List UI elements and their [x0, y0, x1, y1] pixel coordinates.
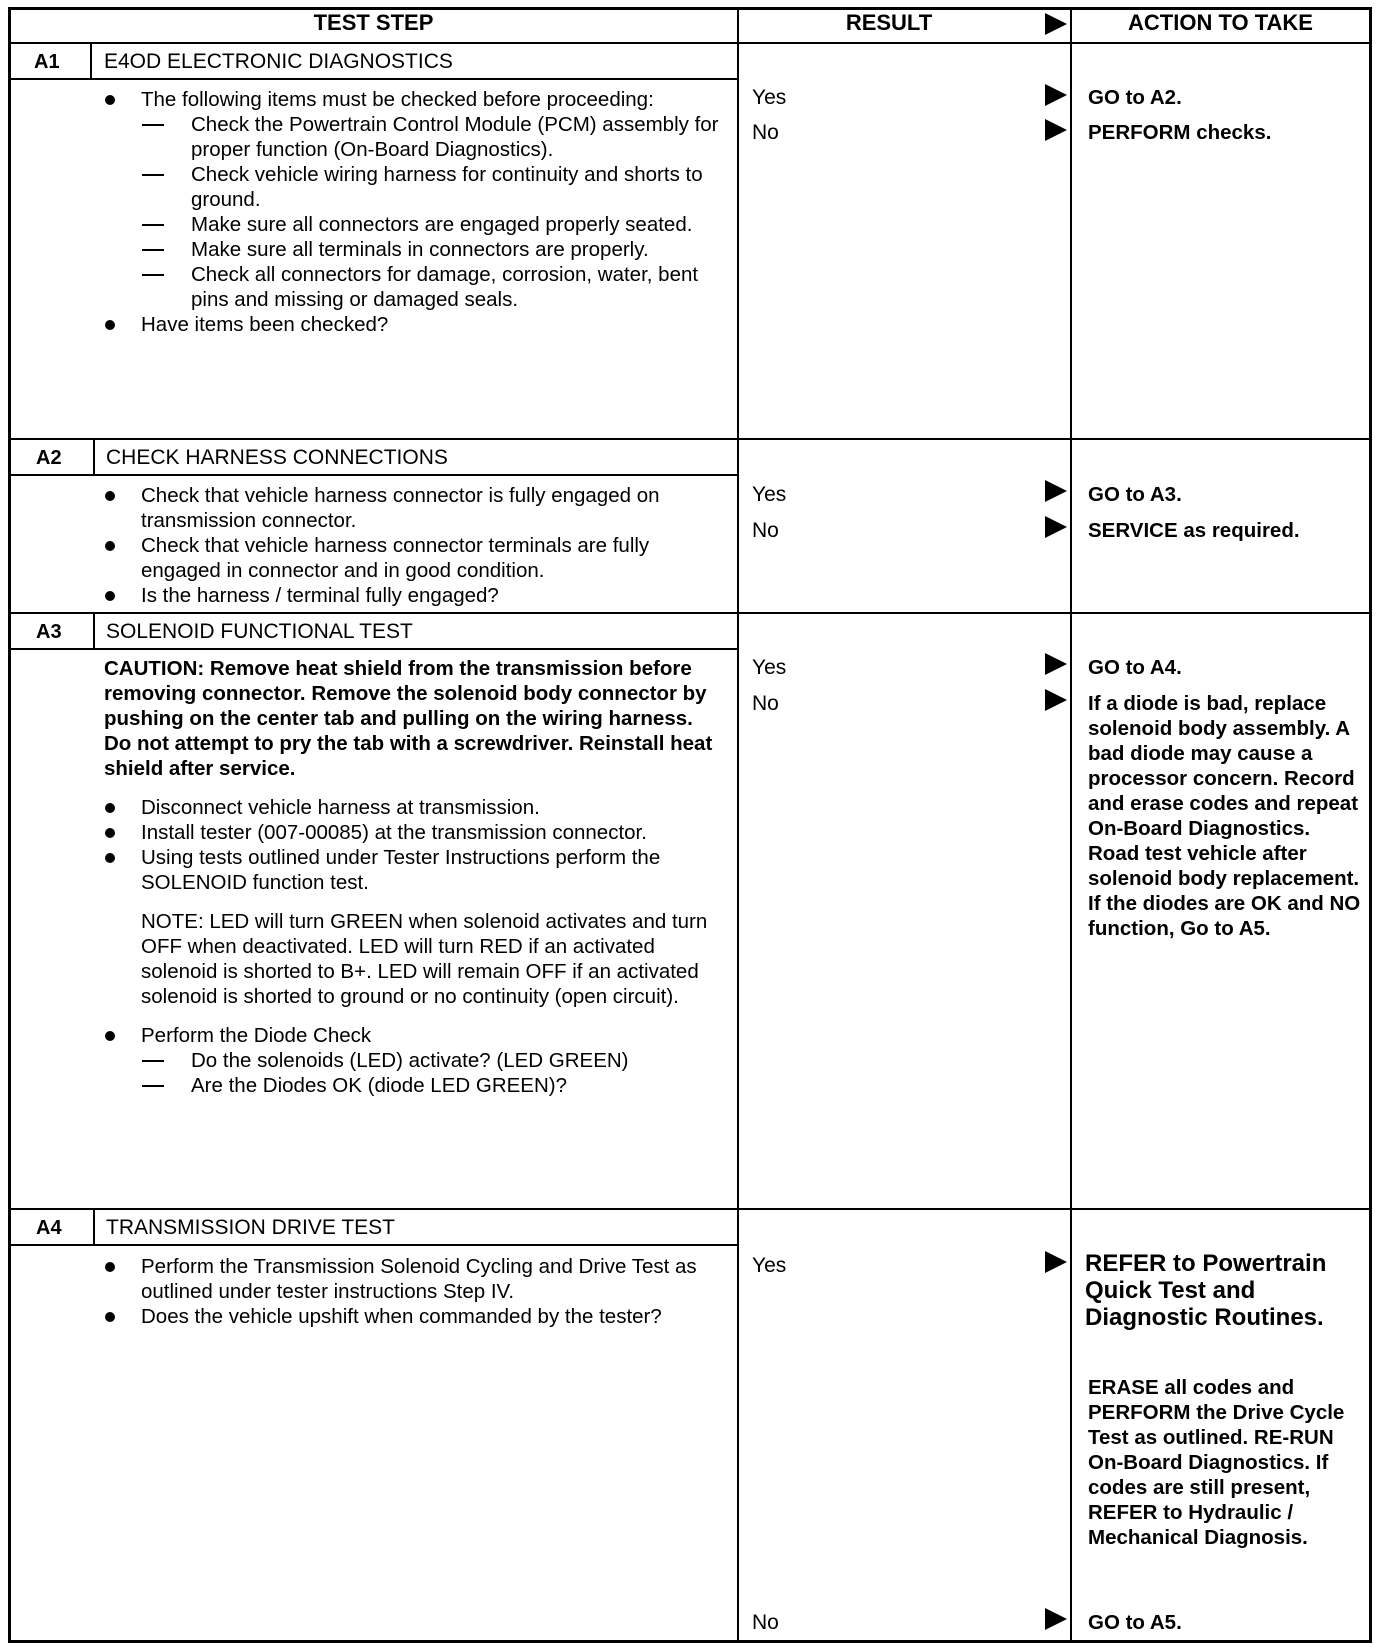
a3-dash-item: Do the solenoids (LED) activate? (LED GREEN) [104, 1048, 724, 1073]
a2-title-underline [8, 474, 739, 476]
a2-result-yes: Yes [752, 483, 787, 506]
a4-title-underline [8, 1244, 739, 1246]
dash-icon [142, 174, 164, 176]
a3-step-title: SOLENOID FUNCTIONAL TEST [106, 620, 413, 643]
dash-icon [142, 124, 164, 126]
a1-id-divider [90, 44, 92, 79]
a3-bullet: Disconnect vehicle harness at transmission. [104, 795, 724, 820]
a3-no-arrow-icon [1045, 689, 1067, 711]
a3-title-underline [8, 648, 739, 650]
a3-step-id: A3 [36, 621, 62, 643]
header-action: ACTION TO TAKE [1128, 10, 1313, 35]
a4-no-arrow-icon [1045, 1608, 1067, 1630]
bullet-icon [105, 853, 115, 863]
dash-icon [142, 249, 164, 251]
a3-yes-arrow-icon [1045, 653, 1067, 675]
a3-bullet: Install tester (007-00085) at the transmission connector. [104, 820, 724, 845]
bullet-icon [105, 491, 115, 501]
header-divider [8, 42, 1372, 44]
a2-bullet: Check that vehicle harness connector is fully engaged on transmission connector. [104, 483, 724, 533]
a1-body [104, 87, 724, 337]
a4-body [104, 1254, 724, 1329]
table-border-bottom [8, 1640, 1372, 1643]
a2-bullet: Check that vehicle harness connector terminals are fully engaged in connector and in good condition. [104, 533, 724, 583]
a2-body [104, 483, 724, 608]
a3-result-no: No [752, 692, 779, 715]
a4-id-divider [93, 1210, 95, 1245]
a2-id-divider [93, 440, 95, 475]
a1-title-underline [8, 78, 739, 80]
a2-step-id: A2 [36, 447, 62, 469]
bullet-icon [105, 1262, 115, 1272]
a3-bullet: Using tests outlined under Tester Instructions perform the SOLENOID function test. [104, 845, 724, 895]
a4-bullet: Does the vehicle upshift when commanded by the tester? [104, 1304, 724, 1329]
dash-icon [142, 274, 164, 276]
table-border-right [1369, 7, 1372, 1643]
a4-step-id: A4 [36, 1217, 62, 1239]
a3-dash-item: Are the Diodes OK (diode LED GREEN)? [104, 1073, 724, 1098]
column-divider-action [1070, 7, 1072, 1643]
a4-result-yes: Yes [752, 1254, 787, 1277]
a1-bullet: The following items must be checked before proceeding: [104, 87, 724, 112]
a1-dash-item: Check the Powertrain Control Module (PCM) assembly for proper function (On-Board Diagnostics). [104, 112, 724, 162]
a1-action-yes: GO to A2. [1088, 86, 1182, 109]
a3-caution: CAUTION: Remove heat shield from the transmission before removing connector. Remove the solenoid body connector by pushing on the center tab and pulling on the wiring harness. Do not attempt to pry the tab with a screwdriver. Reinstall heat shield after service. [104, 657, 713, 780]
dash-icon [142, 1085, 164, 1087]
bullet-icon [105, 803, 115, 813]
step-separator-a3 [8, 612, 1372, 614]
column-divider-result [737, 7, 739, 1643]
bullet-icon [105, 591, 115, 601]
header-result: RESULT [845, 10, 933, 35]
a4-action-yes-followup: ERASE all codes and PERFORM the Drive Cycle Test as outlined. RE-RUN On-Board Diagnostics. If codes are still present, REFER to Hydraulic / Mechanical Diagnosis. [1088, 1376, 1345, 1549]
a4-action-no: GO to A5. [1088, 1611, 1182, 1634]
bullet-icon [105, 95, 115, 105]
a2-result-no: No [752, 519, 779, 542]
a3-action-no: If a diode is bad, replace solenoid body assembly. A bad diode may cause a processor concern. Record and erase codes and repeat On-Board Diagnostics. Road test vehicle after solenoid body replacement. If the diodes are OK and NO function, Go to A5. [1088, 692, 1361, 940]
a1-step-title: E4OD ELECTRONIC DIAGNOSTICS [104, 50, 453, 73]
dash-icon [142, 224, 164, 226]
a2-bullet: Is the harness / terminal fully engaged? [104, 583, 724, 608]
header-arrow-icon [1045, 13, 1067, 35]
a1-dash-item: Check vehicle wiring harness for continuity and shorts to ground. [104, 162, 724, 212]
step-separator-a4 [8, 1208, 1372, 1210]
a2-yes-arrow-icon [1045, 480, 1067, 502]
a1-result-no: No [752, 121, 779, 144]
a2-action-no: SERVICE as required. [1088, 519, 1300, 542]
bullet-icon [105, 1312, 115, 1322]
a3-result-yes: Yes [752, 656, 787, 679]
dash-icon [142, 1060, 164, 1062]
a2-step-title: CHECK HARNESS CONNECTIONS [106, 446, 448, 469]
a1-dash-item: Make sure all terminals in connectors are properly. [104, 237, 724, 262]
a3-bullet: Perform the Diode Check [104, 1023, 724, 1048]
a2-action-yes: GO to A3. [1088, 483, 1182, 506]
a1-action-no: PERFORM checks. [1088, 121, 1272, 144]
a2-no-arrow-icon [1045, 516, 1067, 538]
a4-step-title: TRANSMISSION DRIVE TEST [106, 1216, 395, 1239]
a3-action-yes: GO to A4. [1088, 656, 1182, 679]
a4-action-yes: REFER to Powertrain Quick Test and Diagnostic Routines. [1085, 1250, 1327, 1331]
a1-dash-item: Make sure all connectors are engaged properly seated. [104, 212, 724, 237]
a3-note: NOTE: LED will turn GREEN when solenoid activates and turn OFF when deactivated. LED will turn RED if an activated solenoid is shorted to B+. LED will remain OFF if an activated solenoid is shorted to ground or no continuity (open circuit). [141, 910, 708, 1008]
a1-result-yes: Yes [752, 86, 787, 109]
step-separator-a2 [8, 438, 1372, 440]
a3-body [104, 656, 724, 1098]
a4-yes-arrow-icon [1045, 1251, 1067, 1273]
a4-bullet: Perform the Transmission Solenoid Cycling and Drive Test as outlined under tester instructions Step IV. [104, 1254, 724, 1304]
table-border-left [8, 7, 11, 1643]
header-test-step: TEST STEP [313, 10, 434, 35]
bullet-icon [105, 828, 115, 838]
bullet-icon [105, 541, 115, 551]
a1-no-arrow-icon [1045, 119, 1067, 141]
bullet-icon [105, 320, 115, 330]
a4-result-no: No [752, 1611, 779, 1634]
a1-bullet: Have items been checked? [104, 312, 724, 337]
a1-yes-arrow-icon [1045, 84, 1067, 106]
a1-dash-item: Check all connectors for damage, corrosion, water, bent pins and missing or damaged seals. [104, 262, 724, 312]
a1-step-id: A1 [34, 51, 60, 73]
bullet-icon [105, 1031, 115, 1041]
a3-id-divider [93, 614, 95, 649]
